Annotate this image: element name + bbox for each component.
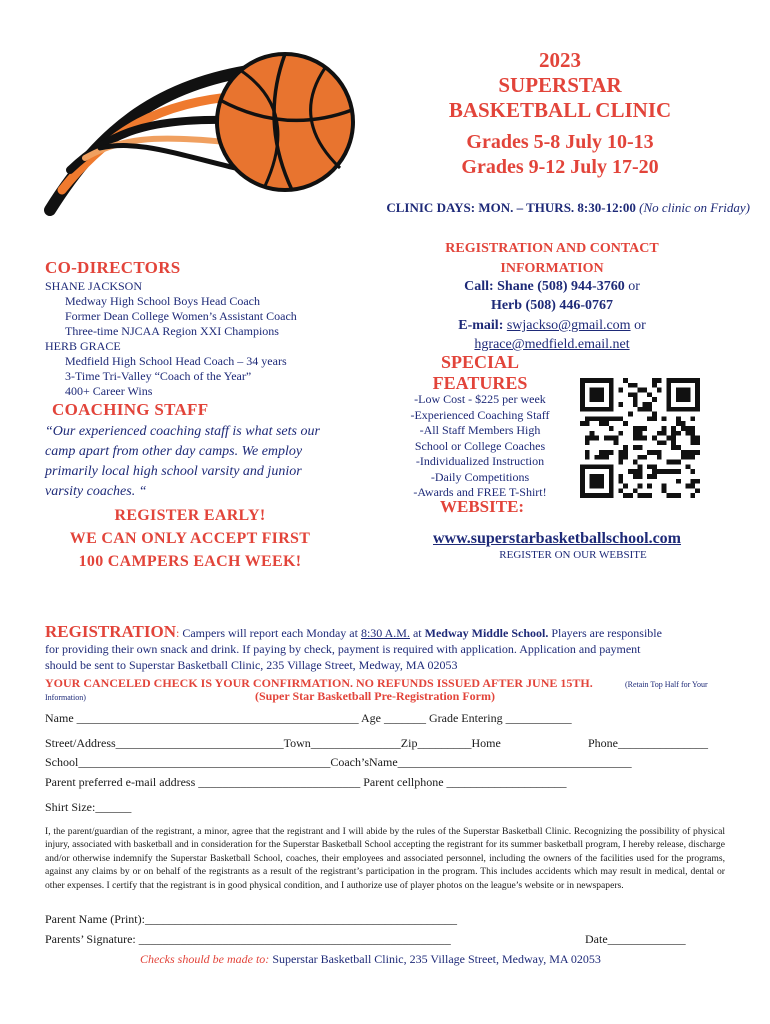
- contact-or: or: [628, 279, 640, 294]
- features-heading-line: FEATURES: [432, 373, 528, 393]
- name-age-grade-field[interactable]: Name _______________________________________________ Age _______ Grade Entering ___________: [45, 711, 572, 725]
- codirector-name: HERB GRACE: [45, 339, 121, 353]
- report-location: Medway Middle School.: [424, 626, 549, 640]
- grades-9-12: Grades 9-12 July 17-20: [461, 156, 659, 178]
- registration-heading: REGISTRATION: [45, 622, 176, 641]
- registration-text: Campers will report each Monday at: [179, 626, 361, 640]
- address-field[interactable]: Street/Address____________________________Town_______________Zip_________Home: [45, 736, 501, 750]
- clinic-days-note: (No clinic on Friday): [639, 200, 750, 215]
- website-heading: WEBSITE:: [440, 497, 525, 516]
- report-time: 8:30 A.M.: [360, 626, 410, 640]
- feature-item: -Awards and FREE T-Shirt!: [413, 485, 547, 499]
- email-link-shane[interactable]: swjackso@gmail.com: [506, 318, 631, 333]
- title-superstar: SUPERSTAR: [498, 73, 622, 97]
- checks-label: Checks should be made to:: [140, 952, 270, 966]
- email-link-herb[interactable]: hgrace@medfield.email.net: [474, 337, 630, 352]
- codirector-name: SHANE JACKSON: [45, 279, 143, 293]
- feature-item: -Low Cost - $225 per week: [414, 392, 546, 406]
- feature-item: -Daily Competitions: [430, 469, 530, 484]
- contact-heading: [410, 239, 694, 279]
- website-link[interactable]: www.superstarbasketballschool.com: [433, 530, 682, 547]
- form-title: (Super Star Basketball Pre-Registration Form): [255, 689, 495, 703]
- school-coach-field[interactable]: School__________________________________________Coach’sName_______________________________________: [45, 755, 632, 769]
- feature-item: -All Staff Members High: [419, 423, 541, 437]
- codirector-detail: Medfield High School Head Coach – 34 years: [65, 354, 287, 368]
- shirt-size-field[interactable]: Shirt Size:______: [45, 800, 132, 814]
- coaching-heading: COACHING STAFF: [52, 400, 209, 419]
- title-clinic: BASKETBALL CLINIC: [448, 98, 672, 122]
- codirector-detail: Medway High School Boys Head Coach: [65, 294, 260, 308]
- website-note: REGISTER ON OUR WEBSITE: [499, 549, 647, 561]
- signature-field[interactable]: Parents’ Signature: ____________________________________________________: [45, 932, 451, 946]
- coaching-quote: “Our experienced coaching staff is what sets our camp apart from other day camps. We employ primarily local high school varsity and junior varsity coaches. “: [45, 424, 320, 499]
- clinic-days-text: CLINIC DAYS: MON. – THURS. 8:30-12:00: [386, 200, 636, 215]
- registration-line: should be sent to Superstar Basketball Clinic, 235 Village Street, Medway, MA 02053: [45, 658, 458, 672]
- clinic-days: [150, 200, 750, 216]
- register-early-block: [40, 504, 340, 573]
- grades-5-8: Grades 5-8 July 10-13: [466, 131, 654, 153]
- basketball-logo: [40, 40, 360, 220]
- codirector-detail: 400+ Career Wins: [65, 384, 153, 398]
- liability-waiver: I, the parent/guardian of the registrant, a minor, agree that the registrant and I will abide by the rules of the Superstar Basketball Clinic. Recognizing the possibility of physical injury, associated with basketball and in consideration for the Superstar Basketball School accepting the registrant for its summer basketball program, I hereby release, discharge and/or otherwise indemnify the Superstar Basketball School, coaches, their employees and associated personnel, including the owners of the facilities used for the programs, against any claims by or on behalf of the registrants as a result of the registrant’s participation in the program. This includes accidents which may result in medical, dental or other expenses. I certify that the registrant is in good physical condition, and I authorize use of player photos on the league’s website or in newspapers.: [45, 826, 725, 891]
- feature-item: School or College Coaches: [414, 438, 546, 453]
- registration-colon: :: [176, 626, 180, 640]
- codirectors-list: [45, 279, 345, 399]
- phone-field[interactable]: Phone_______________: [588, 736, 708, 750]
- register-early-line: WE CAN ONLY ACCEPT FIRST: [69, 530, 311, 547]
- registration-info: [45, 624, 735, 673]
- contact-call-herb: Herb (508) 446-0767: [490, 298, 614, 313]
- contact-heading-line: INFORMATION: [500, 261, 604, 276]
- register-early-line: 100 CAMPERS EACH WEEK!: [78, 553, 302, 570]
- cancel-policy: YOUR CANCELED CHECK IS YOUR CONFIRMATION. NO REFUNDS ISSUED AFTER JUNE 15TH.: [45, 676, 593, 690]
- codirector-detail: Three-time NJCAA Region XXI Champions: [65, 324, 279, 338]
- features-heading-line: SPECIAL: [440, 352, 520, 372]
- parent-name-field[interactable]: Parent Name (Print):____________________________________________________: [45, 912, 457, 926]
- title-year: 2023: [539, 48, 581, 72]
- clinic-title: [420, 48, 700, 123]
- contact-phones: [410, 277, 694, 354]
- grades-block: [420, 130, 700, 180]
- checks-payable: [140, 952, 601, 967]
- qr-code-icon[interactable]: [580, 377, 700, 499]
- email-label: E-mail:: [458, 318, 504, 333]
- contact-or: or: [634, 318, 646, 333]
- register-early-line: REGISTER EARLY!: [114, 507, 266, 524]
- contact-heading-line: REGISTRATION AND CONTACT: [445, 241, 659, 256]
- basketball-icon: [217, 54, 353, 190]
- retain-note: (Retain Top Half for Your: [625, 680, 708, 689]
- registration-text: at: [409, 626, 425, 640]
- date-field[interactable]: Date_____________: [585, 932, 686, 946]
- registration-text: Players are responsible: [548, 626, 662, 640]
- parent-contact-field[interactable]: Parent preferred e-mail address ___________________________ Parent cellphone ____________________: [45, 775, 567, 789]
- feature-item: -Experienced Coaching Staff: [410, 407, 550, 422]
- feature-item: -Individualized Instruction: [415, 454, 545, 468]
- features-list: [400, 392, 560, 501]
- codirector-detail: 3-Time Tri-Valley “Coach of the Year”: [65, 369, 252, 383]
- checks-payee: Superstar Basketball Clinic, 235 Village Street, Medway, MA 02053: [269, 952, 601, 966]
- codirector-detail: Former Dean College Women’s Assistant Coach: [65, 309, 297, 323]
- contact-call-shane: Call: Shane (508) 944-3760: [464, 279, 625, 294]
- retain-note-end: Information): [45, 693, 86, 702]
- registration-line: for providing their own snack and drink. If paying by check, payment is required with application. Application and payment: [45, 642, 641, 656]
- features-heading: [420, 352, 540, 394]
- codirectors-heading: CO-DIRECTORS: [45, 258, 181, 277]
